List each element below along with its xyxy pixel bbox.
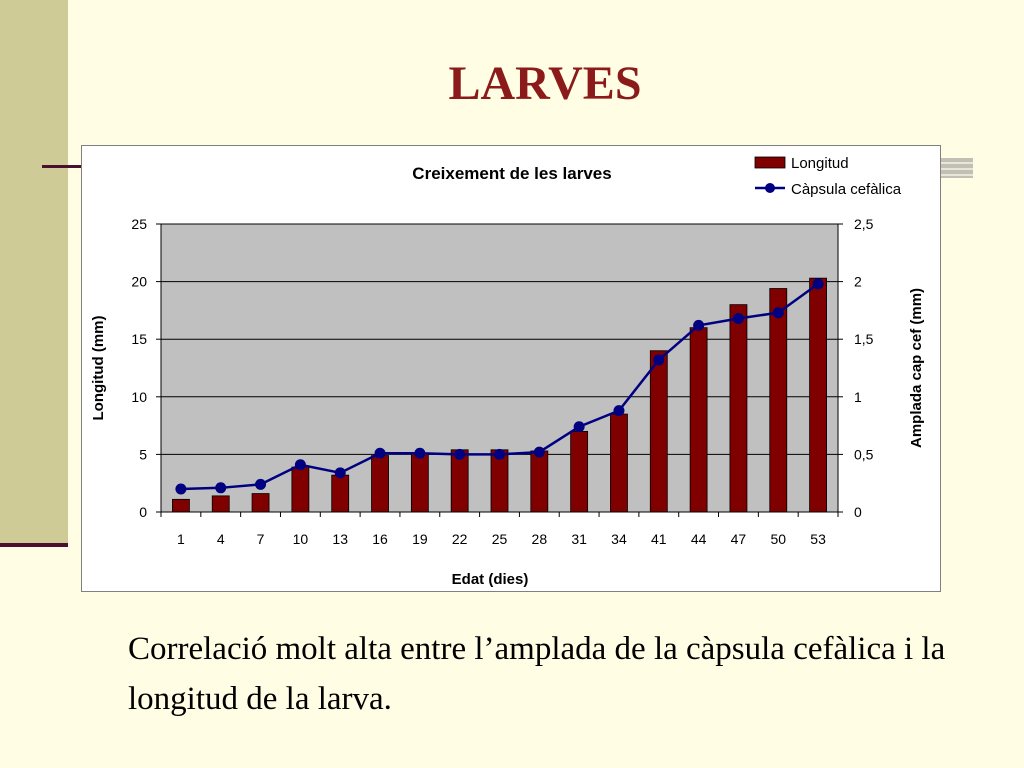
- y-tick-label: 25: [131, 216, 147, 232]
- bar-longitud: [730, 305, 747, 512]
- point-capsula-cefalica: [335, 467, 346, 478]
- x-tick-label: 31: [571, 531, 587, 547]
- x-axis-label: Edat (dies): [451, 571, 529, 588]
- y-tick-label: 10: [131, 388, 147, 405]
- point-capsula-cefalica: [534, 447, 545, 458]
- x-tick-label: 19: [412, 531, 428, 547]
- y-tick-label: 15: [131, 331, 147, 348]
- point-capsula-cefalica: [574, 421, 585, 432]
- legend-swatch-longitud: [755, 157, 785, 168]
- point-capsula-cefalica: [653, 354, 664, 365]
- chart-legend: [755, 155, 902, 198]
- y-axis-label: Longitud (mm): [90, 315, 107, 421]
- point-capsula-cefalica: [773, 307, 784, 318]
- point-capsula-cefalica: [215, 482, 226, 493]
- bar-longitud: [411, 453, 428, 512]
- y2-tick-label: 2: [854, 273, 862, 290]
- legend-label-longitud: Longitud: [791, 155, 849, 172]
- y2-tick-label: 2,5: [854, 216, 874, 232]
- growth-chart: [82, 146, 942, 593]
- bar-longitud: [610, 414, 627, 512]
- x-tick-label: 53: [810, 531, 826, 547]
- x-tick-label: 34: [611, 531, 627, 547]
- bar-longitud: [332, 475, 349, 512]
- bar-longitud: [810, 278, 827, 512]
- left-bar-base-line: [0, 543, 68, 547]
- point-capsula-cefalica: [494, 449, 505, 460]
- x-tick-label: 16: [372, 531, 388, 547]
- bar-longitud: [770, 289, 787, 512]
- x-tick-label: 1: [177, 531, 185, 547]
- point-capsula-cefalica: [613, 405, 624, 416]
- x-tick-label: 28: [531, 531, 548, 547]
- x-tick-label: 47: [730, 531, 747, 547]
- point-capsula-cefalica: [375, 448, 386, 459]
- x-tick-label: 7: [256, 531, 265, 547]
- x-tick-label: 44: [690, 531, 707, 547]
- y-tick-label: 0: [139, 504, 147, 520]
- legend-label-capsula: Càpsula cefàlica: [791, 181, 902, 198]
- y2-tick-label: 0: [854, 504, 862, 520]
- x-tick-label: 41: [651, 531, 667, 547]
- bar-longitud: [650, 351, 667, 512]
- x-tick-label: 4: [216, 531, 225, 547]
- bar-longitud: [571, 431, 588, 512]
- bar-longitud: [292, 467, 309, 512]
- title-rule-right: [940, 158, 973, 178]
- point-capsula-cefalica: [414, 448, 425, 459]
- slide-caption: Correlació molt alta entre l’amplada de la càpsula cefàlica i la longitud de la larva.: [128, 631, 946, 717]
- chart-frame: [81, 145, 941, 592]
- x-tick-label: 13: [332, 531, 348, 547]
- bar-longitud: [212, 496, 229, 512]
- bar-longitud: [690, 328, 707, 512]
- chart-title: Creixement de les larves: [412, 164, 612, 183]
- slide-title: LARVES: [448, 57, 642, 110]
- y2-tick-label: 1: [854, 388, 862, 405]
- x-tick-label: 50: [770, 531, 787, 547]
- point-capsula-cefalica: [733, 313, 744, 324]
- x-tick-label: 10: [292, 531, 309, 547]
- y2-tick-label: 0,5: [854, 446, 874, 463]
- point-capsula-cefalica: [175, 483, 186, 494]
- bar-longitud: [252, 494, 269, 512]
- x-tick-label: 22: [451, 531, 468, 547]
- point-capsula-cefalica: [693, 320, 704, 331]
- y-tick-label: 20: [131, 273, 147, 290]
- y2-tick-label: 1,5: [854, 331, 874, 348]
- point-capsula-cefalica: [813, 278, 824, 289]
- bar-longitud: [372, 456, 389, 512]
- x-tick-label: 25: [491, 531, 508, 547]
- point-capsula-cefalica: [255, 479, 266, 490]
- bar-longitud: [172, 499, 189, 512]
- legend-marker-capsula: [765, 183, 775, 193]
- y-tick-label: 5: [139, 446, 147, 463]
- y2-axis-label: Amplada cap cef (mm): [908, 287, 925, 449]
- point-capsula-cefalica: [295, 459, 306, 470]
- bar-longitud: [531, 451, 548, 512]
- point-capsula-cefalica: [454, 449, 465, 460]
